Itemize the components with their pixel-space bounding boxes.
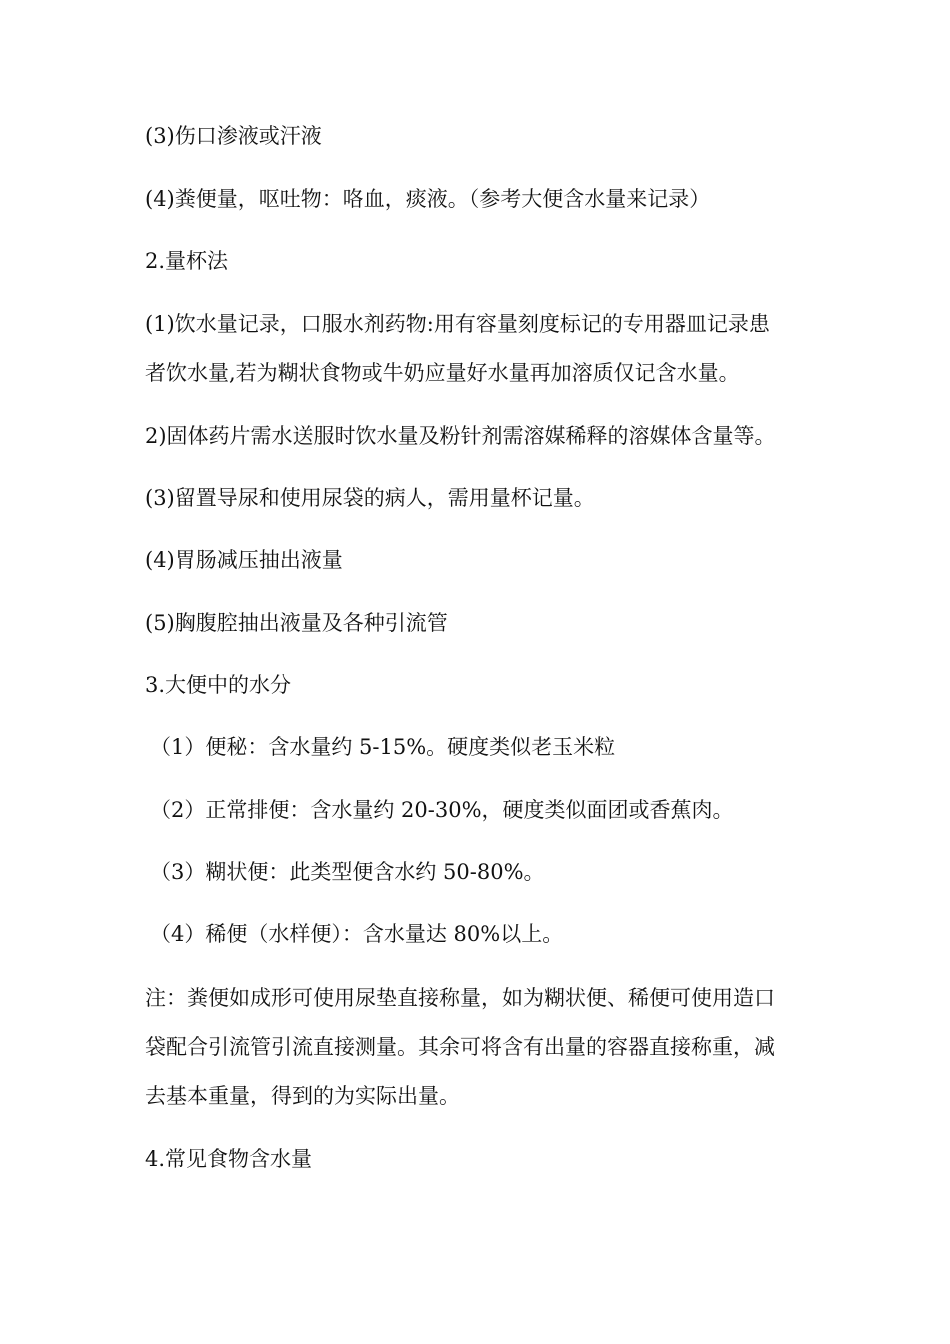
text-line-drinking-record-2: 者饮水量,若为糊状食物或牛奶应量好水量再加溶质仅记含水量。 [145,361,740,385]
text-line-note-3: 去基本重量，得到的为实际出量。 [145,1084,460,1108]
text-line-thoracic-drainage: (5)胸腹腔抽出液量及各种引流管 [145,611,448,635]
text-line-drinking-record-1: (1)饮水量记录，口服水剂药物:用有容量刻度标记的专用器皿记录患 [145,312,770,336]
text-line-constipation: （1）便秘：含水量约 5-15%。硬度类似老玉米粒 [150,735,616,759]
section-heading-measuring-cup: 2.量杯法 [145,249,229,273]
section-heading-food-water: 4.常见食物含水量 [145,1147,313,1171]
text-line-solid-tablets: 2)固体药片需水送服时饮水量及粉针剂需溶媒稀释的溶媒体含量等。 [145,424,776,448]
text-line-catheter: (3)留置导尿和使用尿袋的病人，需用量杯记量。 [145,486,595,510]
text-line-stool-vomit: (4)粪便量，呕吐物：咯血，痰液。（参考大便含水量来记录） [145,187,711,211]
text-line-watery-stool: （4）稀便（水样便）：含水量达 80%以上。 [150,922,564,946]
text-line-note-1: 注：粪便如成形可使用尿垫直接称量，如为糊状便、稀便可使用造口 [145,986,775,1010]
text-line-note-2: 袋配合引流管引流直接测量。其余可将含有出量的容器直接称重，减 [145,1035,775,1059]
section-heading-stool-water: 3.大便中的水分 [145,673,292,697]
text-line-wound-exudate: (3)伤口渗液或汗液 [145,124,322,148]
text-line-normal-stool: （2）正常排便：含水量约 20-30%，硬度类似面团或香蕉肉。 [150,798,734,822]
text-line-gastric-decompression: (4)胃肠减压抽出液量 [145,548,343,572]
text-line-mushy-stool: （3）糊状便：此类型便含水约 50-80%。 [150,860,545,884]
